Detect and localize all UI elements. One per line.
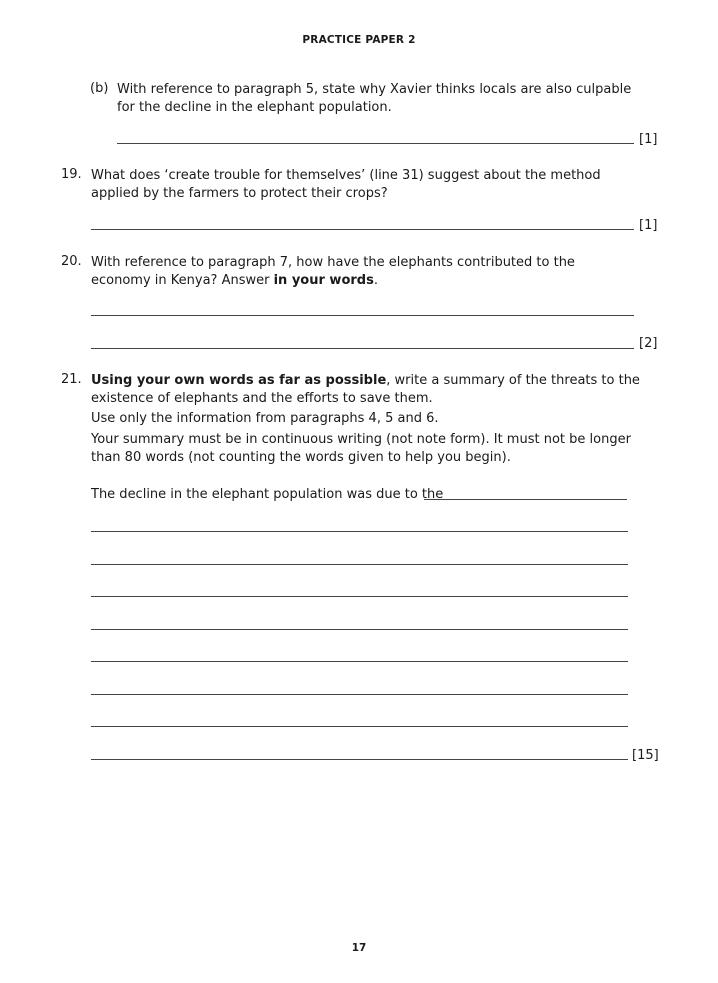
q21-answer-line-9[interactable] bbox=[91, 759, 628, 760]
q20-text: With reference to paragraph 7, how have the elephants contributed to the economy in Kenya? Answer in your words. bbox=[91, 255, 575, 288]
q21-answer-line-4[interactable] bbox=[91, 596, 628, 597]
q18b-answer-line[interactable] bbox=[117, 143, 634, 144]
q20-mark: [2] bbox=[639, 336, 658, 351]
q21-answer-line-2[interactable] bbox=[91, 531, 628, 532]
q21-answer-line-starter[interactable] bbox=[424, 499, 627, 500]
q18b-text: With reference to paragraph 5, state why Xavier thinks locals are also culpable for the decline in the elephant population. bbox=[117, 82, 632, 115]
q21-number: 21. bbox=[61, 372, 82, 387]
q18b-mark: [1] bbox=[639, 132, 658, 147]
q21-text: Using your own words as far as possible, write a summary of the threats to the existence of elephants and the efforts to save them. bbox=[91, 373, 640, 406]
q20-answer-line-2[interactable] bbox=[91, 348, 634, 349]
q21-answer-line-6[interactable] bbox=[91, 661, 628, 662]
q21-answer-line-8[interactable] bbox=[91, 726, 628, 727]
q21-mark: [15] bbox=[632, 748, 659, 763]
q20-answer-line-1[interactable] bbox=[91, 315, 634, 316]
q21-starter: The decline in the elephant population was due to the bbox=[91, 487, 444, 502]
q21-answer-line-3[interactable] bbox=[91, 564, 628, 565]
q20-number: 20. bbox=[61, 254, 82, 269]
q19-answer-line[interactable] bbox=[91, 229, 634, 230]
page-header: PRACTICE PAPER 2 bbox=[302, 34, 416, 46]
q21-instruction-1: Use only the information from paragraphs 4, 5 and 6. bbox=[91, 411, 439, 426]
q21-answer-line-5[interactable] bbox=[91, 629, 628, 630]
q18b-label: (b) bbox=[90, 81, 109, 96]
q19-mark: [1] bbox=[639, 218, 658, 233]
q19-text: What does ‘create trouble for themselves’ (line 31) suggest about the method applied by the farmers to protect their crops? bbox=[91, 168, 601, 201]
q21-answer-line-7[interactable] bbox=[91, 694, 628, 695]
q21-instruction-2: Your summary must be in continuous writing (not note form). It must not be longer than 80 words (not counting the words given to help you begin). bbox=[91, 432, 631, 465]
q19-number: 19. bbox=[61, 167, 82, 182]
page-number: 17 bbox=[351, 942, 367, 954]
